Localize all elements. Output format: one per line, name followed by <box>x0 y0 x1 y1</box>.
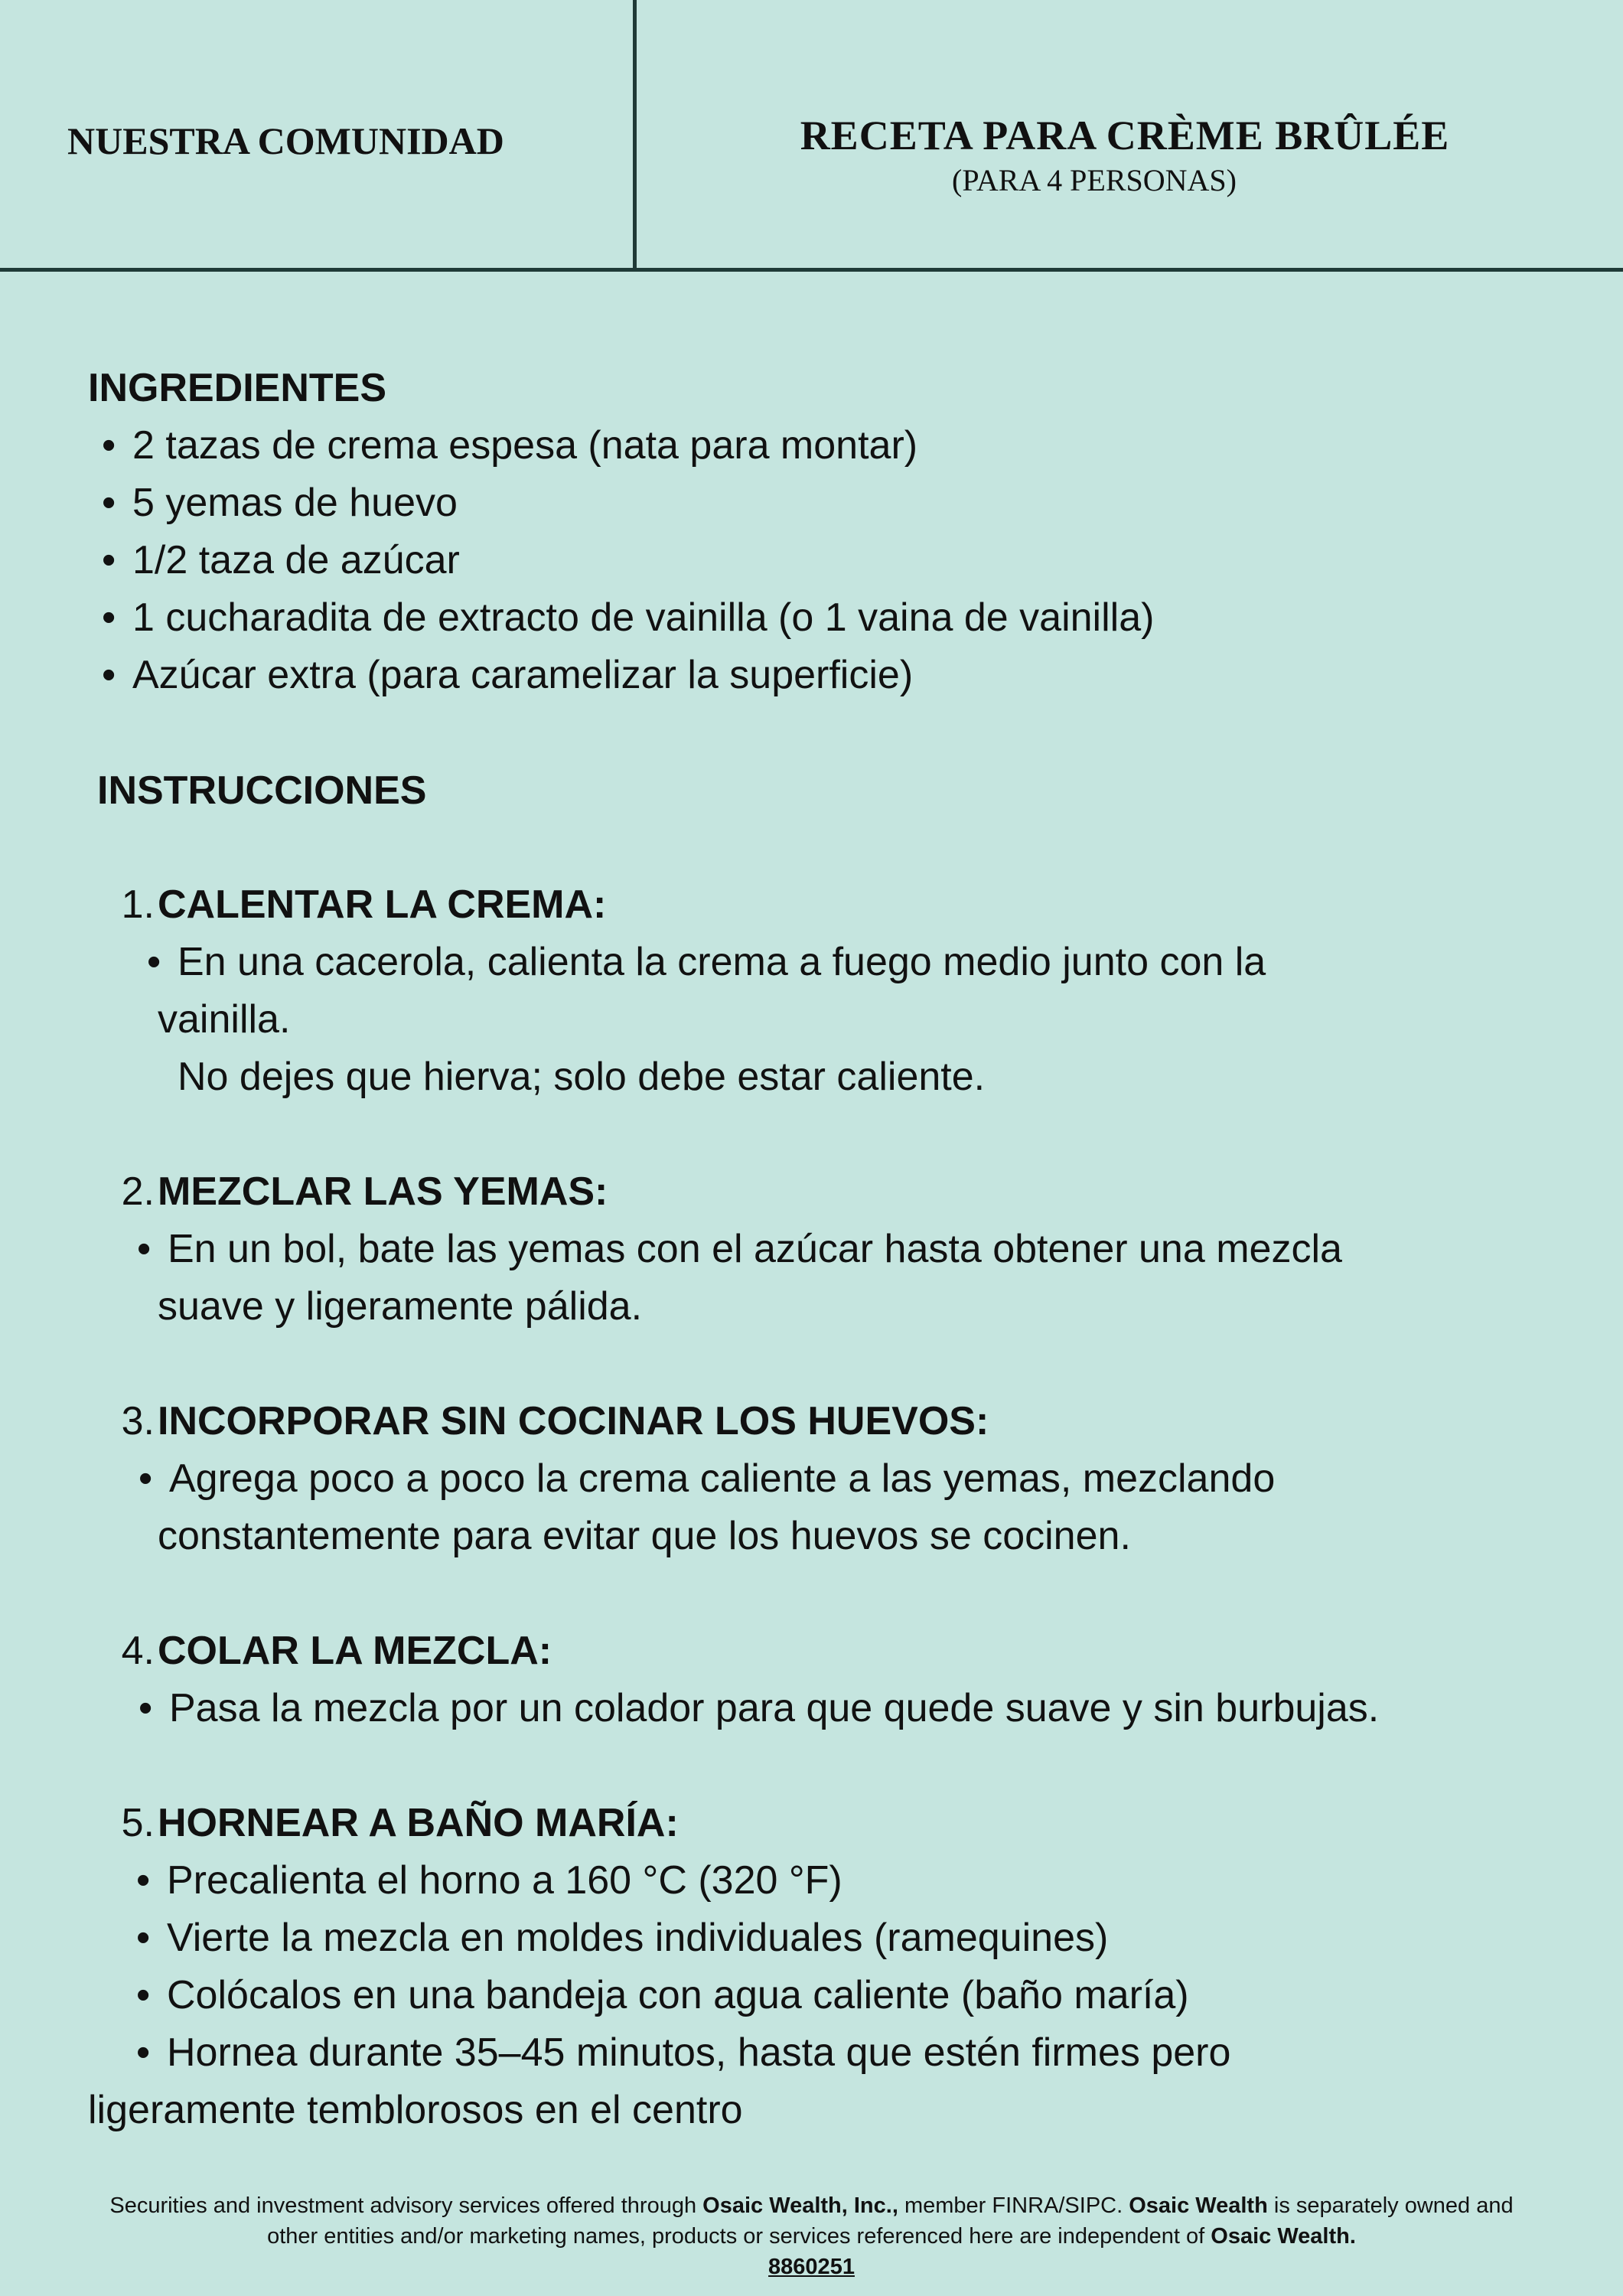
step-text: • En una cacerola, calienta la crema a fuego medio junto con la <box>178 939 1266 985</box>
step-text: • Precalienta el horno a 160 °C (320 °F) <box>167 1857 842 1903</box>
instructions-heading: INSTRUCCIONES <box>97 768 427 813</box>
footer-line-2: other entities and/or marketing names, products or services referenced here are independent of Osaic Wealth. <box>267 2224 1356 2249</box>
ingredient-item: • 1 cucharadita de extracto de vainilla (o 1 vaina de vainilla) <box>132 595 1154 641</box>
footer-code: 8860251 <box>768 2255 855 2279</box>
step-text: • Agrega poco a poco la crema caliente a las yemas, mezclando <box>169 1456 1275 1502</box>
ingredients-heading: INGREDIENTES <box>88 366 387 410</box>
step-title: 4. COLAR LA MEZCLA: <box>121 1629 552 1673</box>
step-text: • Colócalos en una bandeja con agua caliente (baño maría) <box>167 1972 1189 2018</box>
header-divider-vertical <box>633 0 637 271</box>
header-divider-horizontal <box>0 268 1623 272</box>
footer-disclaimer <box>0 2190 1623 2282</box>
footer-line-1: Securities and investment advisory services offered through Osaic Wealth, Inc., member FINRA/SIPC. Osaic Wealth is separately owned and <box>109 2193 1514 2218</box>
step-text: • Vierte la mezcla en moldes individuales (ramequines) <box>167 1915 1108 1961</box>
ingredient-item: • Azúcar extra (para caramelizar la superficie) <box>132 652 913 698</box>
step-title: 1. CALENTAR LA CREMA: <box>121 882 607 927</box>
step-text: suave y ligeramente pálida. <box>158 1284 643 1329</box>
step-title: 3. INCORPORAR SIN COCINAR LOS HUEVOS: <box>121 1399 989 1443</box>
step-title: 5. HORNEAR A BAÑO MARÍA: <box>121 1801 679 1845</box>
recipe-title: RECETA PARA CRÈME BRÛLÉE <box>800 113 1450 158</box>
ingredient-item: • 1/2 taza de azúcar <box>132 537 460 583</box>
step-text: • Hornea durante 35–45 minutos, hasta que estén firmes pero <box>167 2030 1230 2076</box>
header-left-title: NUESTRA COMUNIDAD <box>67 119 504 162</box>
step-text: ligeramente temblorosos en el centro <box>88 2088 743 2132</box>
header-right <box>643 112 1607 198</box>
step-text: constantemente para evitar que los huevos se cocinen. <box>158 1514 1131 1558</box>
ingredient-item: • 2 tazas de crema espesa (nata para montar) <box>132 422 917 468</box>
step-text: vainilla. <box>158 997 291 1042</box>
ingredient-item: • 5 yemas de huevo <box>132 480 458 526</box>
step-text: No dejes que hierva; solo debe estar caliente. <box>178 1055 986 1099</box>
step-title: 2. MEZCLAR LAS YEMAS: <box>121 1169 608 1214</box>
step-text: • Pasa la mezcla por un colador para que quede suave y sin burbujas. <box>169 1685 1379 1731</box>
recipe-subtitle: (PARA 4 PERSONAS) <box>952 163 1237 197</box>
step-text: • En un bol, bate las yemas con el azúcar hasta obtener una mezcla <box>168 1226 1342 1272</box>
